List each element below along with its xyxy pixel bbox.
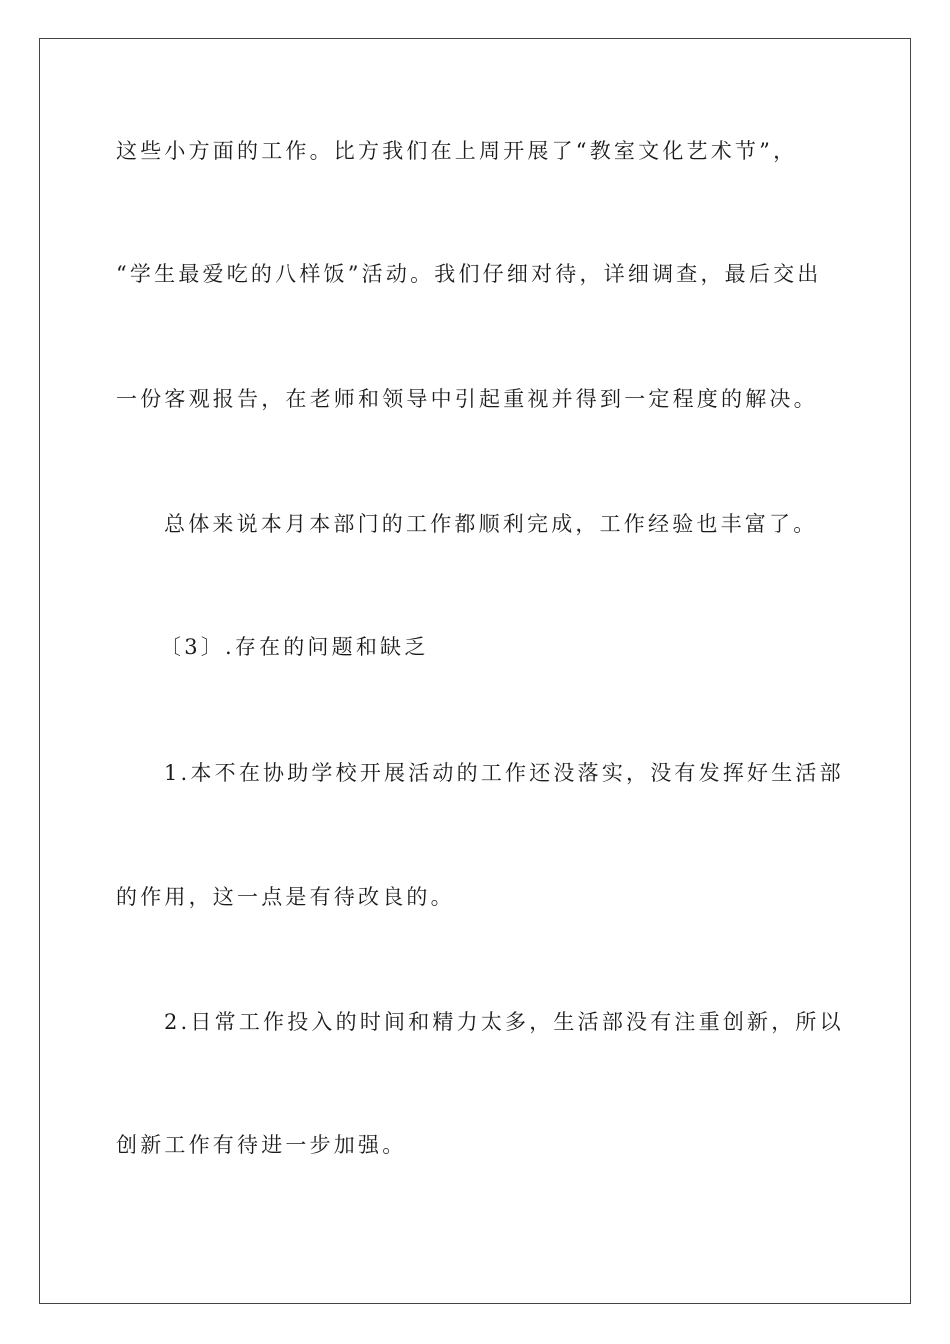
paragraph-line-1: 这些小方面的工作。比方我们在上周开展了“教室文化艺术节”， [116,139,798,163]
list-item-1-line-2: 的作用，这一点是有待改良的。 [116,885,455,909]
paragraph-line-2: “学生最爱吃的八样饭”活动。我们仔细对待，详细调查，最后交出 [116,262,822,286]
list-item-2-line-1: 2.日常工作投入的时间和精力太多，生活部没有注重创新，所以 [164,1010,844,1034]
list-item-2-line-2: 创新工作有待进一步加强。 [116,1133,407,1157]
paragraph-line-3: 一份客观报告，在老师和领导中引起重视并得到一定程度的解决。 [116,387,818,411]
summary-paragraph: 总体来说本月本部门的工作都顺利完成，工作经验也丰富了。 [164,512,818,536]
page-border [39,38,911,1304]
section-heading: 〔3〕.存在的问题和缺乏 [160,635,429,659]
list-item-1-line-1: 1.本不在协助学校开展活动的工作还没落实，没有发挥好生活部 [164,761,844,785]
